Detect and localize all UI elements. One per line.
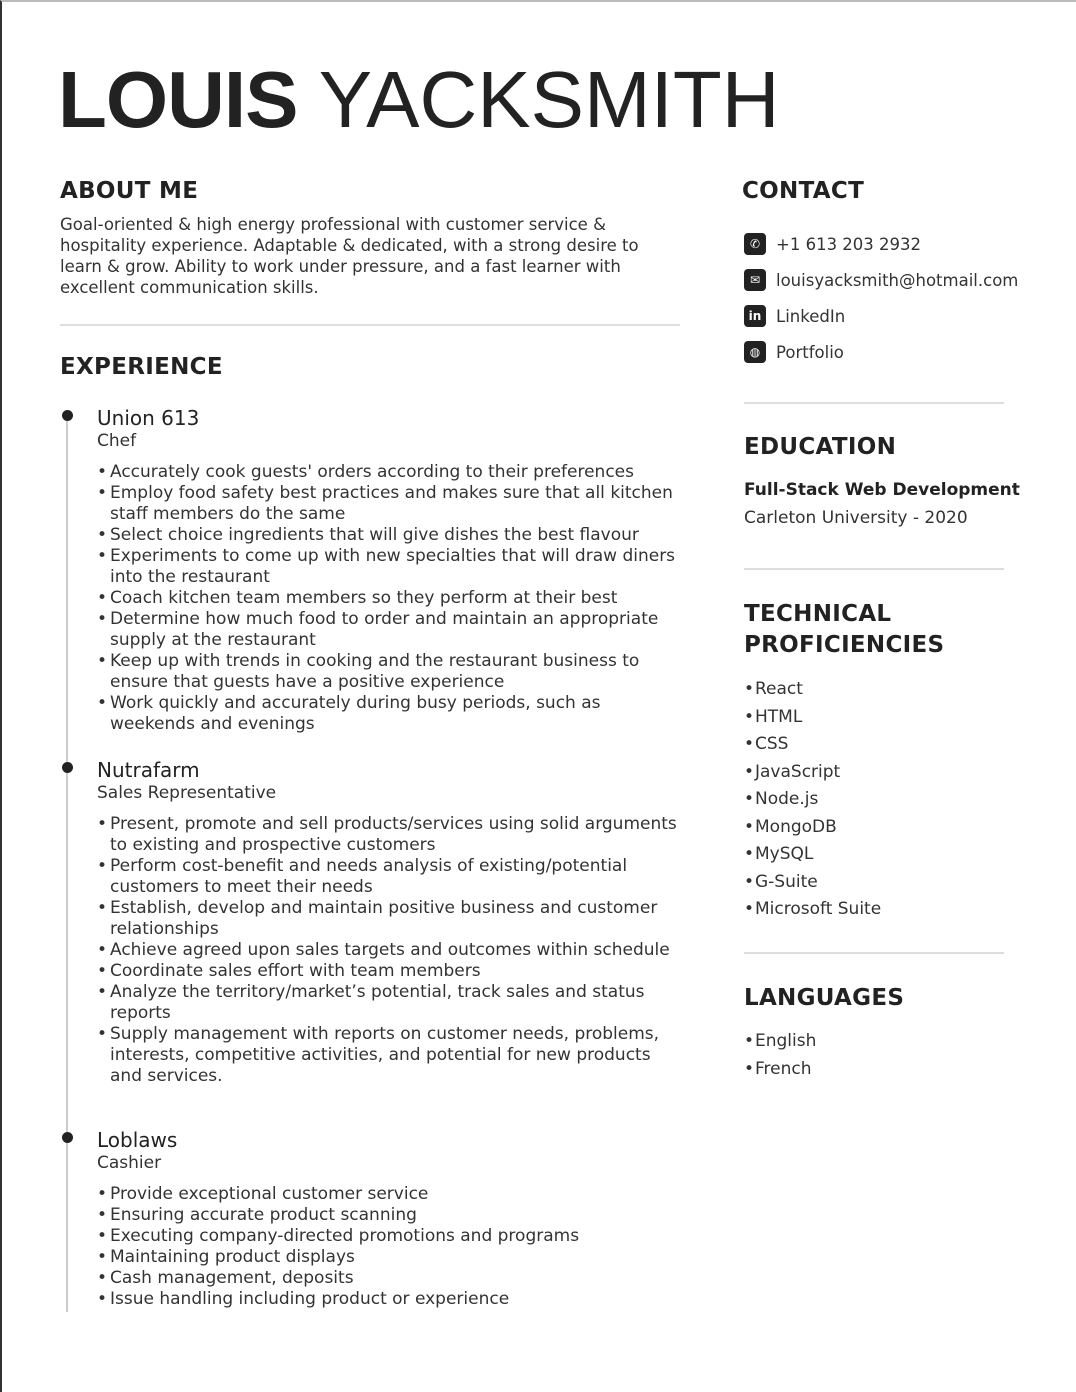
job-bullet: • Maintaining product displays: [97, 1247, 682, 1268]
tech-item: • HTML: [744, 704, 881, 732]
languages-heading: LANGUAGES: [744, 985, 905, 1011]
tech-item: • Microsoft Suite: [744, 896, 881, 924]
job-company: Nutrafarm: [97, 758, 200, 782]
education-school: Carleton University - 2020: [744, 508, 968, 528]
job-bullet: • Achieve agreed upon sales targets and outcomes within schedule: [97, 940, 682, 961]
education-program: Full-Stack Web Development: [744, 480, 1020, 500]
job-role: Sales Representative: [97, 783, 277, 803]
divider: [744, 402, 1004, 404]
job-bullet: • Coordinate sales effort with team members: [97, 961, 682, 982]
contact-item[interactable]: [744, 298, 1018, 334]
languages-item: • English: [744, 1028, 816, 1056]
tech-item: • CSS: [744, 731, 881, 759]
tech-item: • G-Suite: [744, 869, 881, 897]
job-bullet: • Present, promote and sell products/services using solid arguments to existing and prospective customers: [97, 814, 682, 856]
tech-item: • Node.js: [744, 786, 881, 814]
job-bullet: • Provide exceptional customer service: [97, 1184, 682, 1205]
job-bullet: • Work quickly and accurately during busy periods, such as weekends and evenings: [97, 693, 682, 735]
linkedin-icon: in: [744, 305, 766, 327]
first-name: LOUIS: [58, 55, 298, 144]
job-bullet: • Coach kitchen team members so they perform at their best: [97, 588, 682, 609]
tech-heading: [744, 599, 944, 661]
divider: [744, 568, 1004, 570]
job-bullets: [97, 462, 682, 735]
job-bullet: • Keep up with trends in cooking and the restaurant business to ensure that guests have a positive experience: [97, 651, 682, 693]
contact-heading: CONTACT: [742, 178, 865, 204]
tech-list: [744, 676, 881, 924]
globe-icon: ◍: [744, 341, 766, 363]
tech-item: • JavaScript: [744, 759, 881, 787]
education-heading: EDUCATION: [744, 434, 897, 460]
job-bullet: • Cash management, deposits: [97, 1268, 682, 1289]
job-bullets: [97, 1184, 682, 1310]
timeline-dot: [62, 762, 73, 773]
job-bullet: • Supply management with reports on customer needs, problems, interests, competitive activities, and potential for new products and services.: [97, 1024, 682, 1087]
resume-name: [58, 54, 779, 146]
last-name: YACKSMITH: [318, 55, 780, 144]
job-entry: [62, 406, 682, 735]
job-bullet: • Ensuring accurate product scanning: [97, 1205, 682, 1226]
job-bullets: [97, 814, 682, 1087]
contact-item[interactable]: [744, 226, 1018, 262]
contact-item[interactable]: [744, 262, 1018, 298]
languages-list: [744, 1028, 816, 1083]
timeline-dot: [62, 1132, 73, 1143]
job-bullet: • Establish, develop and maintain positive business and customer relationships: [97, 898, 682, 940]
job-bullet: • Analyze the territory/market’s potential, track sales and status reports: [97, 982, 682, 1024]
job-entry: [62, 758, 682, 1087]
job-entry: [62, 1128, 682, 1310]
job-role: Cashier: [97, 1153, 162, 1173]
contact-text[interactable]: Portfolio: [776, 342, 844, 362]
job-bullet: • Accurately cook guests' orders according to their preferences: [97, 462, 682, 483]
about-heading: ABOUT ME: [60, 178, 199, 204]
experience-heading: EXPERIENCE: [60, 354, 223, 380]
job-role: Chef: [97, 431, 137, 451]
job-company: Union 613: [97, 406, 200, 430]
contact-text[interactable]: louisyacksmith@hotmail.com: [776, 270, 1019, 290]
divider: [744, 952, 1004, 954]
job-bullet: • Select choice ingredients that will give dishes the best flavour: [97, 525, 682, 546]
tech-heading-line1: TECHNICAL: [744, 601, 892, 627]
contact-list: [744, 226, 1018, 370]
tech-heading-line2: PROFICIENCIES: [744, 632, 945, 658]
job-bullet: • Determine how much food to order and maintain an appropriate supply at the restaurant: [97, 609, 682, 651]
phone-icon: ✆: [744, 233, 766, 255]
languages-item: • French: [744, 1056, 816, 1084]
job-bullet: • Issue handling including product or experience: [97, 1289, 682, 1310]
contact-item[interactable]: [744, 334, 1018, 370]
job-bullet: • Perform cost-benefit and needs analysis of existing/potential customers to meet their needs: [97, 856, 682, 898]
timeline-dot: [62, 410, 73, 421]
job-bullet: • Employ food safety best practices and makes sure that all kitchen staff members do the same: [97, 483, 682, 525]
job-bullet: • Executing company-directed promotions and programs: [97, 1226, 682, 1247]
mail-icon: ✉: [744, 269, 766, 291]
job-bullet: • Experiments to come up with new specialties that will draw diners into the restaurant: [97, 546, 682, 588]
contact-text[interactable]: +1 613 203 2932: [776, 234, 922, 254]
contact-text[interactable]: LinkedIn: [776, 306, 846, 326]
about-text: Goal-oriented & high energy professional with customer service & hospitality experience. Adaptable & dedicated, with a strong desire to learn & grow. Ability to work under pressure, and a fast learner with excellent communication skills.: [60, 215, 639, 297]
tech-item: • MongoDB: [744, 814, 881, 842]
tech-item: • React: [744, 676, 881, 704]
job-company: Loblaws: [97, 1128, 178, 1152]
divider: [60, 324, 680, 326]
tech-item: • MySQL: [744, 841, 881, 869]
